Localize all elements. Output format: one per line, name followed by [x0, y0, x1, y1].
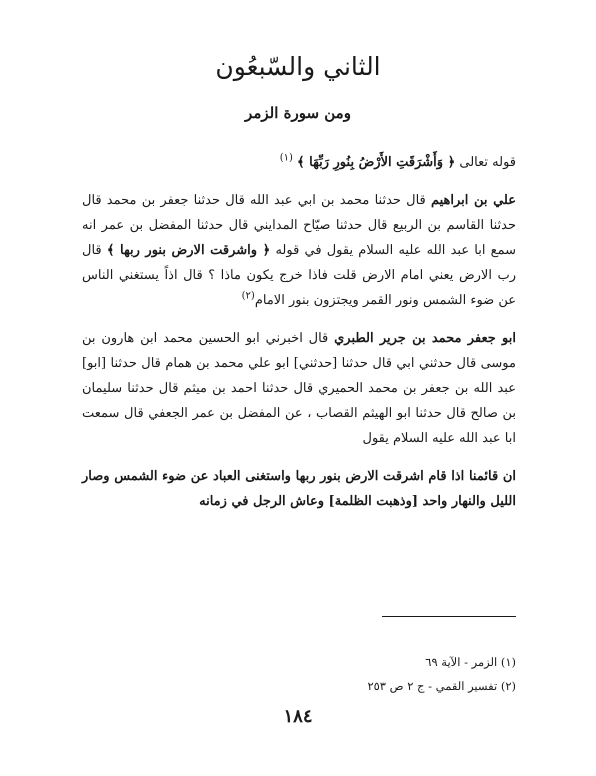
main-text — [82, 150, 516, 527]
paragraph-3 — [82, 464, 516, 514]
footnote-divider — [382, 616, 516, 617]
footnote-ref-1: (١) — [279, 152, 293, 164]
narrator-1: علي بن ابراهيم — [430, 193, 516, 208]
chapter-subtitle: ومن سورة الزمر — [245, 104, 351, 122]
footnote-ref-2: (٢) — [241, 290, 255, 302]
paragraph-1-text: قال حدثنا محمد بن ابي عبد الله قال حدثنا جعفر بن محمد قال حدثنا القاسم بن الربيع قال حدثنا صيّاح المدايني قال حدثنا المفضل بن عمر انه سمع ابا عبد الله عليه السلام يقول في قوله — [82, 193, 516, 258]
paragraph-1-quote: ﴿ واشرقت الارض بنور ربها ﴾ — [106, 243, 271, 258]
footnotes — [82, 650, 516, 698]
verse-prefix: قوله تعالى — [459, 155, 516, 170]
narrator-2: ابو جعفر محمد بن جرير الطبري — [334, 331, 516, 346]
paragraph-1 — [82, 188, 516, 313]
footnote-2: (٢) تفسير القمي - ج ٢ ص ٢٥٣ — [367, 679, 516, 693]
footnote-1: (١) الزمر - الآية ٦٩ — [425, 655, 516, 669]
verse-line — [82, 150, 516, 175]
verse-quote: ﴿ وَأَشْرَقَتِ الأَرْضُ بِنُورِ رَبِّهَا ﴾ — [297, 155, 456, 170]
page-number: ١٨٤ — [283, 706, 313, 727]
paragraph-2 — [82, 326, 516, 451]
paragraph-3-text: ان قائمنا اذا قام اشرقت الارض بنور ربها واستغنى العباد عن ضوء الشمس وصار الليل والنهار واحد [وذهبت الظلمة] وعاش الرجل في زمانه — [82, 469, 516, 509]
paragraph-2-text: قال اخبرني ابو الحسين محمد ابن هارون بن موسى قال حدثني ابي قال حدثنا [حدثني] ابو علي محمد بن همام قال حدثنا [ابو] عبد الله بن جعفر بن محمد الحميري قال حدثنا احمد بن ميثم قال حدثنا سليمان بن صالح قال حدثنا ابو الهيثم القصاب ، عن المفضل بن عمر الجعفي قال سمعت ابا عبد الله عليه السلام يقول — [82, 331, 516, 446]
paragraph-1-text-2: قال رب الارض يعني امام الارض قلت فاذا خرج يكون ماذا ؟ قال اذاً يستغني الناس عن ضوء الشمس ونور القمر ويجتزون بنور الامام — [82, 243, 516, 308]
chapter-title: الثاني والسّبعُون — [215, 52, 381, 81]
